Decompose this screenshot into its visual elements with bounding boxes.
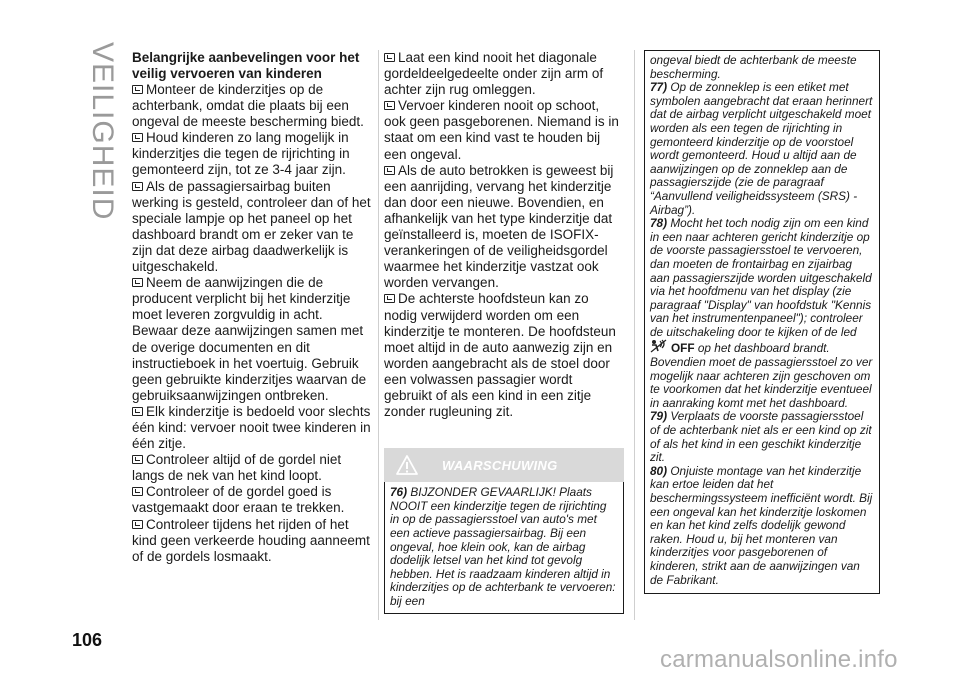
column-3 (644, 50, 880, 594)
list-item: Houd kinderen zo lang mogelijk in kinderzitjes die tegen de rijrichting in gemonteerd zijn, tot ze 3-4 jaar zijn. (132, 130, 350, 178)
list-item: Controleer altijd of de gordel niet langs de nek van het kind loopt. (132, 452, 342, 484)
warning-intro: ongeval biedt de achterbank de meeste bescherming. (650, 53, 857, 81)
list-item: Laat een kind nooit het diagonale gordeldeelgedeelte onder zijn arm of achter zijn rug omleggen. (384, 50, 604, 98)
list-item: Vervoer kinderen nooit op schoot, ook geen pasgeborenen. Niemand is in staat om een kind vast te houden bij een ongeval. (384, 98, 619, 162)
airbag-off-icon (650, 339, 668, 352)
warning-note-78: 78) Mocht het toch nodig zijn om een kind in een naar achteren gericht kinderzitje op de voorste passagiersstoel te vervoeren, dan moeten de frontairbag en zijairbag aan passagierszijde worden uitgeschakeld via het hoofdmenu van het display (zie paragraaf "Display" van hoofdstuk "Kennis van het instrumentenpaneel"); controleer de uitschakeling door te kijken of de led OFF op het dashboard brandt. Bovendien moet de passagiersstoel zo ver mogelijk naar achteren zijn geschoven om te voorkomen dat het kinderzitje eventueel in aanraking komt met het dashboard. (650, 216, 873, 410)
list-item: De achterste hoofdsteun kan zo nodig verwijderd worden om een kinderzitje te monteren. De hoofdsteun moet altijd in de auto aanwezig zijn en worden aangebracht als de stoel door een volwassen passagier wordt gebruikt of als een kind in een zitje zonder rugleuning zit. (384, 291, 616, 420)
off-label: OFF (671, 341, 695, 356)
warning-text: 76) BIJZONDER GEVAARLIJK! Plaats NOOIT een kinderzitje tegen de rijrichting in op de passagiersstoel van auto's met een actieve passagiersairbag. Bij een ongeval, hoe klein ook, kan de airbag dodelijk letsel van het kind tot gevolg hebben. Het is raadzaam kinderen altijd in kinderzitjes op de achterbank te vervoeren: bij een (390, 485, 616, 608)
checkbox-bullet-icon (132, 407, 143, 416)
checkbox-bullet-icon (132, 182, 143, 191)
warning-box-continued (644, 50, 880, 594)
list-item: Controleer tijdens het rijden of het kind geen verkeerde houding aanneemt of de gordels losmaakt. (132, 516, 370, 564)
warning-triangle-icon (396, 455, 418, 475)
checkbox-bullet-icon (132, 133, 143, 142)
warning-header (384, 448, 624, 482)
warning-note-79: 79) Verplaats de voorste passagiersstoel of de achterbank niet als er een kind op zit of als het kind in een geschikt kinderzitje zit. (650, 409, 872, 465)
footer-watermark: carmanualsonline.info (660, 646, 898, 673)
section-heading: Belangrijke aanbevelingen voor het veilig vervoeren van kinderen (132, 50, 360, 81)
warning-note-80: 80) Onjuiste montage van het kinderzitje kan ertoe leiden dat het beschermingssysteem inefficiënt wordt. Bij een ongeval kan het kinderzitje loskomen en kan het kind zelfs dodelijk gewond raken. Houd u, bij het monteren van kinderzitjes voor pasgeborenen of kinderen, strikt aan de aanwijzingen van de Fabrikant. (650, 463, 873, 587)
section-title-text: VEILIGHEID (86, 42, 119, 221)
list-item: Monteer de kinderzitjes op de achterbank, omdat die plaats bij een ongeval de meeste bescherming biedt. (132, 82, 364, 130)
list-item: Als de passagiersairbag buiten werking is gesteld, controleer dan of het speciale lampje op het paneel op het dashboard brandt om er zeker van te zijn dat deze airbag daadwerkelijk is uitgeschakeld. (132, 178, 371, 275)
column-2 (384, 50, 624, 614)
list-item: Controleer of de gordel goed is vastgemaakt door eraan te trekken. (132, 484, 345, 516)
section-side-title (72, 42, 132, 242)
warning-title: WAARSCHUWING (442, 457, 558, 473)
checkbox-bullet-icon (132, 278, 143, 287)
checkbox-bullet-icon (384, 166, 395, 175)
checkbox-bullet-icon (132, 520, 143, 529)
list-item: Elk kinderzitje is bedoeld voor slechts één kind: vervoer nooit twee kinderen in één zitje. (132, 403, 371, 452)
list-item: Als de auto betrokken is geweest bij een aanrijding, vervang het kinderzitje dan door een nieuwe. Bovendien, en afhankelijk van het type kinderzitje dat geïnstalleerd is, moeten de ISOFIX-verankeringen of de veiligheidsgordel waarmee het kinderzitje vastzat ook worden vervangen. (384, 162, 614, 291)
checkbox-bullet-icon (384, 294, 395, 303)
checkbox-bullet-icon (384, 53, 395, 62)
page-number: 106 (72, 630, 103, 650)
list-item: Neem de aanwijzingen die de producent verplicht bij het kinderzitje moet leveren zorgvuldig in acht. Bewaar deze aanwijzingen samen met de overige documenten en dit instructieboek in het voertuig. Gebruik geen gebruikte kinderzitjes waarvan de gebruiksaanwijzingen ontbreken. (132, 275, 367, 403)
warning-note-77: 77) Op de zonneklep is een etiket met symbolen aangebracht dat eraan herinnert dat de airbag verplicht uitgeschakeld moet worden als een tegen de rijrichting in gemonteerd kinderzitje op de voorstoel wordt gemonteerd. Houd u altijd aan de aanwijzingen op de zonneklep aan de passagierszijde (zie de paragraaf “Aanvullend veiligheidssysteem (SRS) - Airbag”). (650, 80, 873, 217)
column-divider (378, 50, 379, 620)
checkbox-bullet-icon (132, 85, 143, 94)
checkbox-bullet-icon (132, 487, 143, 496)
checkbox-bullet-icon (132, 455, 143, 464)
column-divider (634, 50, 635, 620)
checkbox-bullet-icon (384, 101, 395, 110)
warning-box (384, 482, 624, 613)
column-1 (132, 50, 372, 565)
